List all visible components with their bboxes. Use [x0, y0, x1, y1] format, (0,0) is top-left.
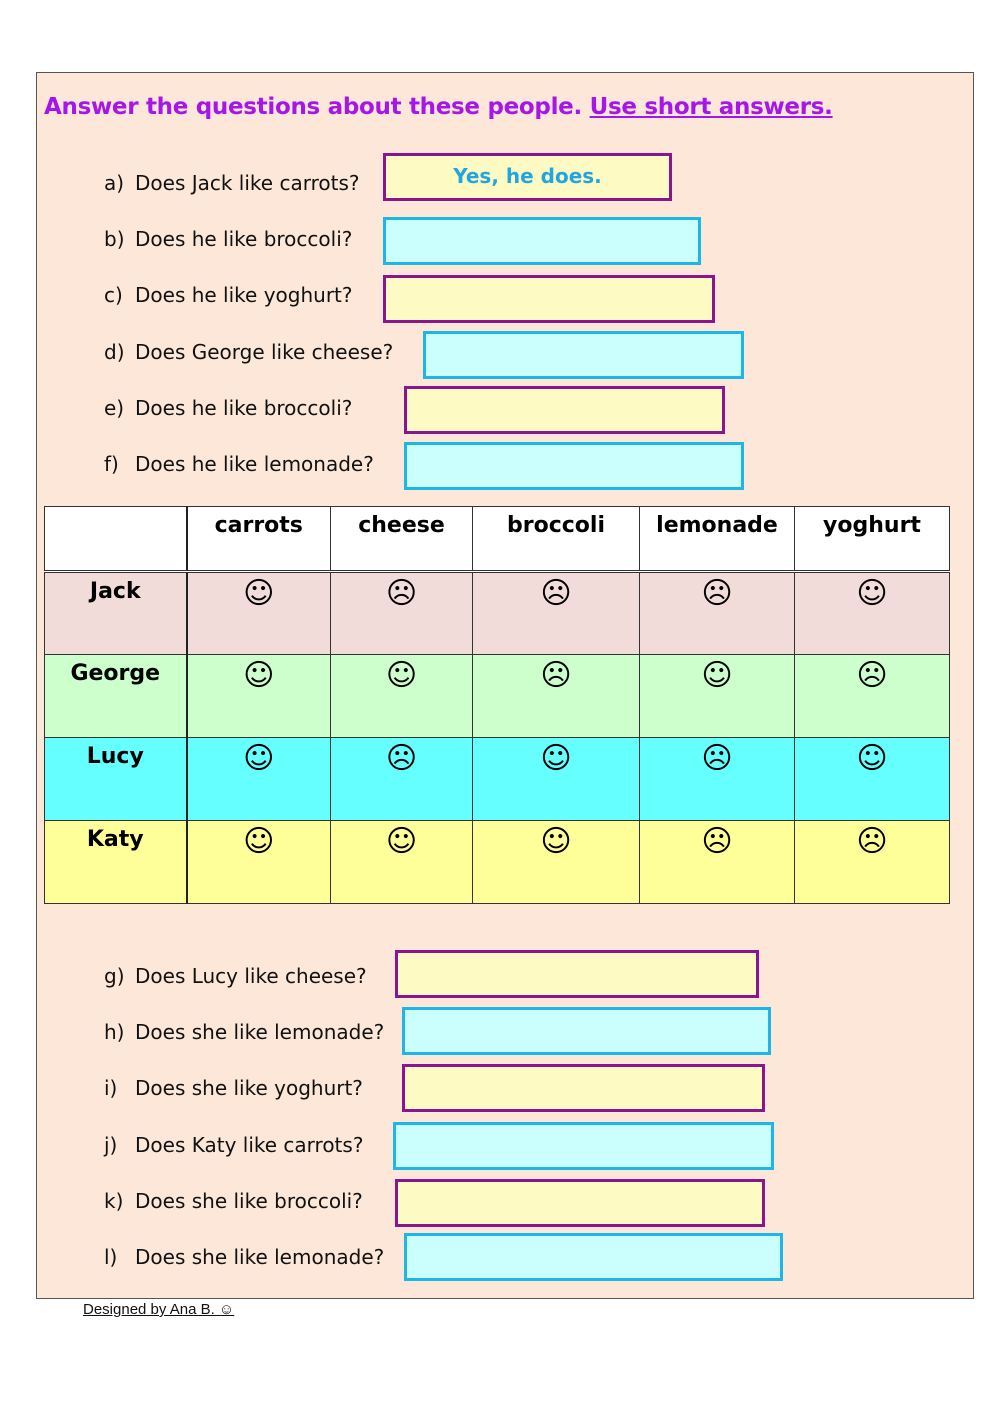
face-icon: ☺ — [473, 738, 640, 821]
question-letter: f) — [104, 452, 119, 476]
answer-box-i[interactable] — [402, 1064, 765, 1112]
question-text: Does she like yoghurt? — [135, 1076, 363, 1100]
instructions-heading — [44, 94, 833, 120]
table-corner-cell — [45, 507, 187, 572]
question-letter: a) — [104, 171, 125, 195]
question-text: Does she like lemonade? — [135, 1245, 385, 1269]
face-icon: ☺ — [187, 821, 331, 904]
table-row-lucy — [45, 738, 950, 821]
row-name-lucy: Lucy — [45, 738, 187, 821]
face-icon: ☹ — [331, 572, 473, 655]
face-icon: ☺ — [640, 655, 795, 738]
column-header-lemonade: lemonade — [640, 507, 795, 572]
question-letter: d) — [104, 340, 125, 364]
question-letter: e) — [104, 396, 125, 420]
face-icon: ☺ — [187, 738, 331, 821]
face-icon: ☺ — [187, 572, 331, 655]
face-icon: ☺ — [795, 572, 950, 655]
column-header-yoghurt: yoghurt — [795, 507, 950, 572]
face-icon: ☹ — [640, 738, 795, 821]
answer-box-a[interactable] — [383, 153, 672, 201]
question-text: Does he like lemonade? — [135, 452, 374, 476]
food-preferences-table — [44, 506, 950, 904]
table-row-katy — [45, 821, 950, 904]
question-letter: h) — [104, 1020, 125, 1044]
question-letter: b) — [104, 227, 125, 251]
row-name-george: George — [45, 655, 187, 738]
row-name-katy: Katy — [45, 821, 187, 904]
question-letter: g) — [104, 964, 125, 988]
question-letter: c) — [104, 283, 123, 307]
answer-box-e[interactable] — [404, 386, 725, 434]
answer-box-h[interactable] — [402, 1007, 771, 1055]
question-letter: k) — [104, 1189, 124, 1213]
face-icon: ☺ — [331, 655, 473, 738]
table-row-jack — [45, 572, 950, 655]
face-icon: ☹ — [473, 572, 640, 655]
designer-credit: Designed by Ana B. ☺ — [83, 1301, 235, 1318]
face-icon: ☹ — [640, 821, 795, 904]
question-text: Does George like cheese? — [135, 340, 394, 364]
question-text: Does Jack like carrots? — [135, 171, 360, 195]
question-letter: i) — [104, 1076, 118, 1100]
answer-text: Yes, he does. — [453, 164, 602, 188]
heading-underlined: Use short answers. — [589, 94, 833, 120]
heading-main: Answer the questions about these people. — [44, 94, 582, 120]
face-icon: ☺ — [187, 655, 331, 738]
column-header-broccoli: broccoli — [473, 507, 640, 572]
question-text: Does he like broccoli? — [135, 396, 353, 420]
question-text: Does she like broccoli? — [135, 1189, 363, 1213]
face-icon: ☺ — [473, 821, 640, 904]
question-text: Does he like broccoli? — [135, 227, 353, 251]
face-icon: ☹ — [795, 821, 950, 904]
answer-box-g[interactable] — [395, 950, 759, 998]
face-icon: ☹ — [473, 655, 640, 738]
table-row-george — [45, 655, 950, 738]
question-text: Does Katy like carrots? — [135, 1133, 364, 1157]
answer-box-k[interactable] — [395, 1179, 765, 1227]
face-icon: ☺ — [795, 738, 950, 821]
question-text: Does Lucy like cheese? — [135, 964, 367, 988]
table-header-row — [45, 507, 950, 572]
column-header-cheese: cheese — [331, 507, 473, 572]
question-letter: j) — [104, 1133, 118, 1157]
answer-box-d[interactable] — [423, 331, 744, 379]
answer-box-b[interactable] — [383, 217, 701, 265]
answer-box-l[interactable] — [404, 1233, 783, 1281]
face-icon: ☹ — [331, 738, 473, 821]
row-name-jack: Jack — [45, 572, 187, 655]
question-text: Does he like yoghurt? — [135, 283, 353, 307]
answer-box-c[interactable] — [383, 275, 715, 323]
question-letter: l) — [104, 1245, 118, 1269]
answer-box-j[interactable] — [393, 1122, 774, 1170]
answer-box-f[interactable] — [404, 442, 744, 490]
question-text: Does she like lemonade? — [135, 1020, 385, 1044]
face-icon: ☺ — [331, 821, 473, 904]
column-header-carrots: carrots — [187, 507, 331, 572]
face-icon: ☹ — [795, 655, 950, 738]
face-icon: ☹ — [640, 572, 795, 655]
